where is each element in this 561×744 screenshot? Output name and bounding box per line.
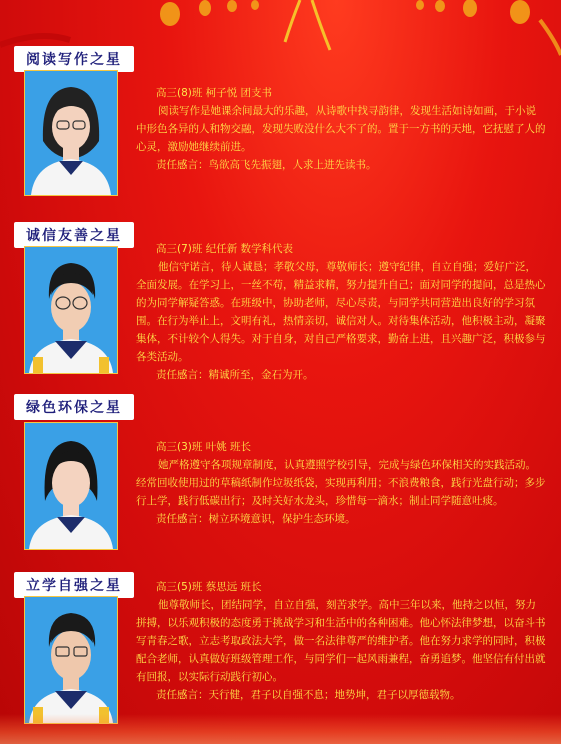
star-section-integrity <box>0 218 561 388</box>
student-info: 高三(7)班 纪任新 数学科代表 <box>156 243 294 255</box>
student-description: 他信守诺言，待人诚恳；孝敬父母，尊敬师长；遵守纪律，自立自强；爱好广泛，全面发展。在学习上，一丝不苟，精益求精，努力提升自己；面对同学的提问，总是热心的为同学解疑答惑。在班级中，协助老师，尽心尽责，与同学共同营造出良好的学习氛围。在行为举止上，文明有礼，热情亲切，诚信对人。对待集体活动，他积极主动，凝聚集体，不计较个人得失。对于自身，对自己严格要求，勤奋上进，且兴趣广泛，积极参与各类活动。 <box>136 261 546 363</box>
student-info: 高三(3)班 叶姚 班长 <box>156 441 252 453</box>
student-motto: 责任感言：天行健，君子以自强不息；地势坤，君子以厚德载物。 <box>156 689 461 701</box>
section-text <box>136 578 546 704</box>
student-motto: 责任感言：树立环境意识，保护生态环境。 <box>156 513 356 525</box>
student-info: 高三(5)班 蔡思远 班长 <box>156 581 262 593</box>
lantern-icon <box>199 0 211 16</box>
lantern-icon <box>510 0 530 24</box>
student-photo <box>24 70 118 196</box>
student-motto: 责任感言：鸟欲高飞先振翅，人求上进先读书。 <box>156 159 377 171</box>
lantern-icon <box>227 0 237 12</box>
student-photo <box>24 596 118 724</box>
lantern-icon <box>251 0 259 10</box>
section-text <box>136 240 546 384</box>
section-title: 绿色环保之星 <box>14 394 134 420</box>
section-title: 诚信友善之星 <box>14 222 134 248</box>
student-info: 高三(8)班 柯子悦 团支书 <box>156 87 273 99</box>
star-section-selfreliance <box>0 566 561 736</box>
lantern-icon <box>416 0 424 10</box>
student-description: 他尊敬师长，团结同学，自立自强，刻苦求学。高中三年以来，他持之以恒，努力拼搏，以乐观积极的态度勇于挑战学习和生活中的各种困难。他心怀法律梦想，以奋斗书写青春之歌，立志考取政法大学，做一名法律尊严的维护者。他在努力求学的同时，积极配合老师，认真做好班级管理工作，与同学们一起风雨兼程，奋勇追梦。他坚信有付出就有回报，以实际行动践行初心。 <box>136 599 546 683</box>
student-description: 阅读写作是她课余间最大的乐趣，从诗歌中找寻韵律，发现生活如诗如画，于小说中形色各异的人和物交融，发现失败没什么大不了的。置于一方书的天地，它抚慰了人的心灵，激励她继续前进。 <box>136 105 546 153</box>
section-text <box>136 84 546 174</box>
star-section-reading <box>0 42 561 212</box>
student-description: 她严格遵守各项规章制度，认真遵照学校引导，完成与绿色环保相关的实践活动。经常回收使用过的草稿纸制作垃圾纸袋，实现再利用；不浪费粮食，践行光盘行动；多步行上学，践行低碳出行；及时关好水龙头，珍惜每一滴水；制止同学随意吐痰。 <box>136 459 546 507</box>
ribbon-icon <box>285 0 300 42</box>
bottom-decoration <box>0 714 561 744</box>
star-section-green <box>0 392 561 552</box>
student-photo <box>24 422 118 550</box>
section-text <box>136 438 546 528</box>
lantern-icon <box>435 0 445 12</box>
lantern-icon <box>463 0 477 17</box>
student-photo <box>24 246 118 374</box>
section-title: 立学自强之星 <box>14 572 134 598</box>
section-title: 阅读写作之星 <box>14 46 134 72</box>
lantern-icon <box>160 2 180 26</box>
student-motto: 责任感言：精诚所至，金石为开。 <box>156 369 314 381</box>
